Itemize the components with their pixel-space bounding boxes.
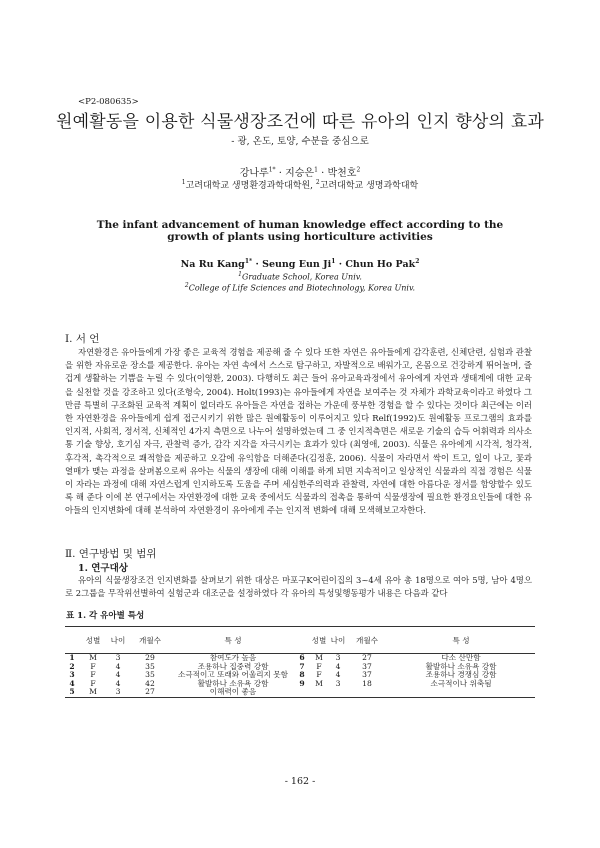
cell-trait: 조용하나 경쟁심 강함 — [425, 670, 497, 680]
cell-age: 4 — [335, 661, 341, 671]
cell-id: 1 — [69, 653, 75, 662]
cell-age — [329, 688, 347, 697]
affiliation-en-1: $^1$Graduate School, Korea Univ. — [238, 271, 362, 282]
subjects-table — [65, 626, 535, 698]
header-cell: 나이 — [329, 627, 347, 654]
cell-sex: F — [316, 670, 322, 680]
cell-age: 3 — [115, 653, 121, 662]
paper-title-en: The infant advancement of human knowledge effect according to the growth of plants using horticulture activities — [96, 219, 504, 243]
cell-age: 4 — [335, 670, 341, 680]
cell-months: 42 — [145, 678, 155, 688]
table-header-row — [65, 627, 535, 654]
header-cell: 개월수 — [347, 627, 387, 654]
header-cell: 성별 — [79, 627, 107, 654]
cell-sex: F — [90, 678, 96, 688]
cell-id: 7 — [299, 661, 305, 671]
cell-months: 29 — [145, 653, 155, 662]
cell-months — [347, 688, 387, 697]
cell-sex: M — [315, 653, 323, 662]
cell-months: 35 — [145, 661, 155, 671]
table-row — [65, 680, 535, 689]
header-cell: 성별 — [309, 627, 329, 654]
header-cell: 개월수 — [129, 627, 171, 654]
paper-code: <P2-080635> — [78, 97, 139, 107]
table-caption: 표 1. 각 유아별 특성 — [66, 611, 145, 621]
cell-age: 3 — [335, 653, 341, 662]
cell-sex: M — [89, 653, 97, 662]
cell-age: 3 — [107, 688, 129, 697]
paper-subtitle-kr: - 광, 온도, 토양, 수분을 중심으로 — [231, 136, 369, 147]
cell-trait: 다소 산만함 — [441, 653, 481, 662]
header-cell: 특 성 — [387, 627, 535, 654]
cell-sex: F — [90, 661, 96, 671]
authors-en: Na Ru Kang$^{1*}$ · Seung Eun $Ji^1$ · Chun Ho Pak$^2$ — [180, 258, 420, 271]
cell-age: 3 — [335, 678, 341, 688]
cell-sex — [309, 688, 329, 697]
cell-trait: 이해력이 좋음 — [171, 688, 295, 697]
cell-id: 6 — [299, 653, 305, 662]
cell-id: 3 — [69, 670, 75, 680]
header-cell: 나이 — [107, 627, 129, 654]
cell-months: 35 — [145, 670, 155, 680]
methods-heading: Ⅱ. 연구방법 및 범위 — [65, 548, 157, 560]
cell-id: 9 — [299, 678, 305, 688]
cell-sex: F — [90, 670, 96, 680]
cell-sex: F — [316, 661, 322, 671]
cell-trait: 활발하나 소유욕 강함 — [425, 661, 497, 671]
cell-months: 27 — [129, 688, 171, 697]
cell-trait: 소극적이고 또래와 어울리지 못함 — [178, 670, 288, 680]
cell-sex: M — [315, 678, 323, 688]
cell-id: 4 — [69, 678, 75, 688]
cell-months: 27 — [362, 653, 372, 662]
page-number: - 162 - — [284, 776, 316, 787]
cell-trait: 참여도가 높음 — [209, 653, 257, 662]
cell-months: 18 — [362, 678, 372, 688]
affiliation-kr: $^1$고려대학교 생명환경과학대학원, $^2$고려대학교 생명과학대학 — [181, 179, 419, 191]
cell-trait: 소극적이나 위축됨 — [430, 678, 492, 688]
methods-subheading: 1. 연구대상 — [78, 563, 128, 574]
paper-title-kr: 원예활동을 이용한 식물생장조건에 따른 유아의 인지 향상의 효과 — [55, 112, 545, 132]
affiliation-en-2: $^2$College of Life Sciences and Biotechnology, Korea Univ. — [184, 282, 416, 293]
cell-id — [295, 688, 309, 697]
cell-id: 5 — [65, 688, 79, 697]
cell-trait — [387, 688, 535, 697]
header-cell — [295, 627, 309, 654]
header-cell — [65, 627, 79, 654]
header-cell: 특 성 — [171, 627, 295, 654]
cell-trait: 조용하나 집중력 강함 — [197, 661, 269, 671]
cell-id: 8 — [299, 670, 305, 680]
cell-sex: M — [79, 688, 107, 697]
authors-kr: 강나루$^{1*}$ · 지승은$^1$ · 박천호$^2$ — [239, 166, 361, 179]
cell-id: 2 — [69, 661, 75, 671]
cell-age: 4 — [115, 661, 121, 671]
methods-paragraph: 유아의 식물생장조건 인지변화를 살펴보기 위한 대상은 마포구K어린이집의 3~4세 유아 총 18명으로 여아 5명, 남아 4명으로 2그룹을 무작위선별하여 실험군과 대조군을 설정하였다 각 유아의 특성및행동평가 내용은 다음과 같다 — [65, 575, 532, 599]
cell-months: 37 — [362, 670, 372, 680]
table-row — [65, 688, 535, 697]
cell-months: 37 — [362, 661, 372, 671]
intro-paragraph: 자연환경은 유아들에게 가장 좋은 교육적 경험을 제공해 줄 수 있다 또한 자연은 유아들에게 감각훈련, 신체단련, 심험과 관찰을 위한 자유로운 장소를 제공한다. 유아는 자연 속에서 스스로 탐구하고, 자발적으로 배워가고, 온몸으로 건강하게 뛰어놀며, 즐겁게 생활하는 기쁨을 누릴 수 있다(이영환, 2003). 다행히도 최근 들어 유아교육과정에서 유아에게 자연과 생태계에 대한 교육을 실천할 것을 강조하고 있다(조형숙, 2004). Holt(1993)는 유아들에게 자연을 보여주는 것 자체가 과학교육이라고 하였다 그만큼 특별히 구조화된 교육적 계획이 없더라도 유아들은 자연을 접하는 가운데 풍부한 경험을 할 수 있다는 것이다 최근에는 이러한 자연환경을 유아들에게 쉽게 접근시키기 위한 많은 원예활동이 이루어지고 있다 Relf(1992)도 원예활동 프로그램의 효과를 인지적, 사회적, 정서적, 신체적인 4가지 측면으로 나누어 설명하였는데 그 중 인지적측면은 새로운 기술의 습득 어휘력과 의사소통 기술 향상, 호기심 자극, 관찰력 증가, 감각 지각을 자극시키는 효과가 있다 (최영애, 2003). 식물은 유아에게 시각적, 청각적, 후각적, 촉각적으로 쾌적함을 제공하고 오감에 유익함을 더해준다(김정훈, 2006). 식물이 자라면서 싹이 트고, 잎이 나고, 꽃과 열매가 맺는 과정을 살펴봄으로써 유아는 식물의 생장에 대해 이해를 하게 되면 지속적이고 일상적인 식물과의 직접 경험은 식물이 자라는 과정에 대해 자연스럽게 인지하도록 도움을 주며 세심한주의력과 관찰력, 자연에 대한 아름다운 정서를 함양할수 있도록 해 준다 이에 본 연구에서는 자연환경에 대한 교육 중에서도 식물과의 접촉을 통하여 식물생장에 필요한 환경요인들에 대한 유아들의 인지변화에 대해 분석하여 자연환경이 유아에게 주는 인지적 변화에 대해 모색해보고자한다. — [65, 347, 532, 516]
cell-trait: 활발하나 소유욕 강함 — [197, 678, 269, 688]
cell-age: 4 — [115, 678, 121, 688]
intro-heading: Ⅰ. 서 언 — [65, 333, 100, 345]
cell-age: 4 — [115, 670, 121, 680]
